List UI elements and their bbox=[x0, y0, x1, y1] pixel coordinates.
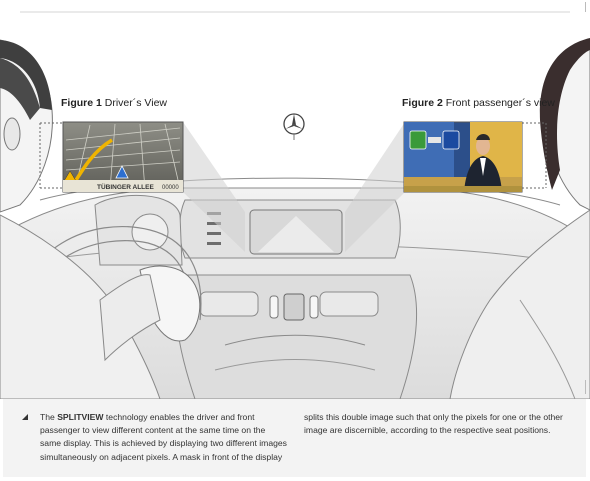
street-name-label: TÜBINGER ALLEE bbox=[97, 184, 154, 191]
odometer-label: 00000 bbox=[162, 185, 179, 191]
vent-left bbox=[200, 292, 258, 316]
corner-mark-bottom-right bbox=[579, 380, 586, 394]
passenger-view-image bbox=[404, 122, 522, 192]
driver-head bbox=[0, 40, 52, 212]
mercedes-star-logo bbox=[284, 114, 304, 134]
figure-2-label: Figure 2 bbox=[402, 97, 443, 109]
caption-left-text: technology enables the driver and front passenger to view different content at the same time on the same display. This is achieved by displaying two different images simultaneously on adjacent pixels. A mask in front of the display bbox=[40, 412, 287, 462]
caption-panel bbox=[3, 399, 586, 477]
caption-left-column bbox=[40, 411, 288, 464]
gauge bbox=[132, 214, 168, 250]
schalke-logo bbox=[443, 131, 459, 149]
splitview-term: SPLITVIEW bbox=[57, 412, 104, 422]
figure-1-caption bbox=[61, 97, 167, 109]
vent-center-right bbox=[310, 296, 318, 318]
wolfsburg-logo bbox=[410, 131, 426, 149]
figure-2-caption bbox=[402, 97, 555, 109]
figure-2-title: Front passenger´s view bbox=[445, 97, 555, 109]
figure-1-title: Driver´s View bbox=[104, 97, 167, 109]
figure-1-label: Figure 1 bbox=[61, 97, 102, 109]
caption-intro: The bbox=[40, 412, 58, 422]
caption-right-text: splits this double image such that only the pixels for one or the other image are discernible, according to the respective seat positions. bbox=[304, 412, 563, 436]
vent-right bbox=[320, 292, 378, 316]
triangle-bullet-icon bbox=[22, 414, 28, 420]
passenger-head bbox=[540, 38, 590, 210]
caption-right-column bbox=[304, 411, 566, 437]
corner-mark-top-right bbox=[579, 2, 586, 12]
vent-center-left bbox=[270, 296, 278, 318]
vent-center bbox=[284, 294, 304, 320]
driver-view-image bbox=[63, 122, 183, 192]
